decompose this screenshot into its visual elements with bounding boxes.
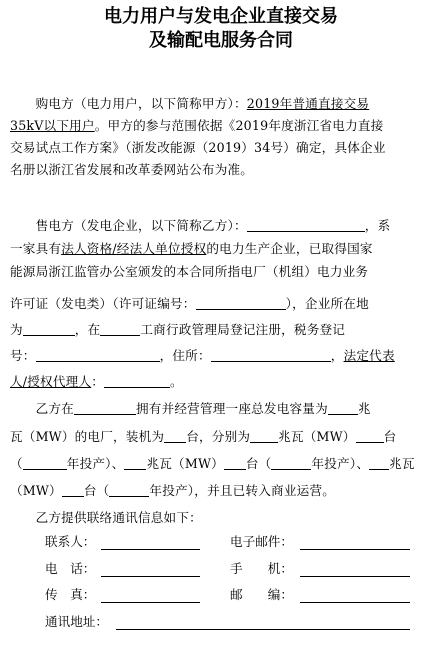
location-blank[interactable] — [23, 323, 75, 336]
unit-capacity-blank-3[interactable] — [369, 457, 389, 470]
contact-person-label: 联系人： — [45, 534, 96, 549]
phone-field[interactable] — [101, 562, 200, 577]
plant-paragraph-line-4: （MW） 台（ 年投产），并且已转入商业运营。 — [10, 483, 336, 498]
buyer-label: 购电方（电力用户，以下简称甲方）： — [35, 96, 247, 111]
seller-paragraph-line-6: 号： ，住所： ，法定代表 — [10, 348, 395, 363]
unit-qty-blank-2[interactable] — [224, 457, 246, 470]
postcode-field[interactable] — [300, 588, 410, 603]
seller-paragraph-line-2: 一家具有法人资格/经法人单位授权的电力生产企业，已取得国家 — [10, 241, 373, 256]
unit-qty-blank-3[interactable] — [62, 484, 84, 497]
seller-name-blank[interactable] — [247, 219, 365, 232]
plant-location-blank[interactable] — [74, 402, 136, 415]
total-capacity-blank[interactable] — [328, 402, 358, 415]
unit-capacity-blank-1[interactable] — [250, 430, 278, 443]
year-blank-3[interactable] — [109, 484, 149, 497]
unit-capacity-blank-2[interactable] — [124, 457, 146, 470]
contact-intro: 乙方提供联络通讯信息如下： — [35, 510, 202, 525]
license-number-blank[interactable] — [196, 297, 286, 310]
tax-number-blank[interactable] — [36, 349, 160, 362]
plant-paragraph-line-2: 瓦（MW）的电厂，装机为 台，分别为 兆瓦（MW） 台 — [10, 429, 397, 444]
contact-person-field[interactable] — [101, 535, 200, 550]
unit-count-blank[interactable] — [164, 430, 186, 443]
buyer-paragraph-line-4: 名册以浙江省发展和改革委网站公布为准。 — [10, 162, 254, 177]
address-label: 通讯地址： — [45, 614, 108, 629]
legal-rep-text: 法定代表 — [343, 348, 395, 363]
year-blank-2[interactable] — [271, 457, 311, 470]
seller-paragraph-line-3: 能源局浙江监管办公室颁发的本合同所指电厂（机组）电力业务 — [10, 264, 369, 279]
year-blank-1[interactable] — [23, 457, 67, 470]
fax-label: 传 真： — [45, 587, 96, 602]
seller-paragraph-line-7: 人/授权代理人： 。 — [10, 374, 183, 389]
fax-field[interactable] — [101, 588, 200, 603]
postcode-label: 邮 编： — [230, 587, 293, 602]
buyer-scope-text: 2019年普通直接交易 — [246, 96, 370, 111]
document-title-line-1: 电力用户与发电企业直接交易 — [104, 6, 338, 27]
buyer-voltage-text: 35kV以下用户 — [10, 118, 95, 133]
document-title-line-2: 及输配电服务合同 — [149, 30, 293, 51]
plant-paragraph-line-1: 乙方在 拥有并经营管理一座总发电容量为 兆 — [35, 401, 371, 416]
seller-paragraph-line-1: 售电方（发电企业，以下简称乙方）： ，系 — [35, 218, 391, 233]
mobile-label: 手 机： — [230, 561, 293, 576]
plant-paragraph-line-3: （ 年投产）、 兆瓦（MW） 台（ 年投产）、 兆瓦 — [10, 456, 415, 471]
mobile-field[interactable] — [300, 562, 410, 577]
seller-qualification-text: 法人资格/经法人单位授权 — [61, 241, 207, 256]
legal-rep-text-2: 人/授权代理人 — [10, 374, 92, 389]
buyer-paragraph-line-2: 35kV以下用户。甲方的参与范围依据《2019年度浙江省电力直接 — [10, 118, 384, 133]
unit-qty-blank-1[interactable] — [356, 430, 384, 443]
legal-rep-blank[interactable] — [104, 375, 170, 388]
registration-office-blank[interactable] — [100, 323, 140, 336]
phone-label: 电 话： — [45, 561, 96, 576]
seller-paragraph-line-5: 为 ，在 工商行政管理局登记注册，税务登记 — [10, 322, 346, 337]
address-field[interactable] — [116, 615, 410, 630]
email-label: 电子邮件： — [230, 534, 293, 549]
seller-paragraph-line-4: 许可证（发电类）（许可证编号： ），企业所在地 — [10, 296, 369, 311]
address-blank[interactable] — [211, 349, 331, 362]
email-field[interactable] — [300, 535, 410, 550]
buyer-paragraph-line-1 — [10, 95, 435, 112]
buyer-paragraph-line-3: 交易试点工作方案》（浙发改能源（2019）34号）确定，具体企业 — [10, 140, 386, 155]
